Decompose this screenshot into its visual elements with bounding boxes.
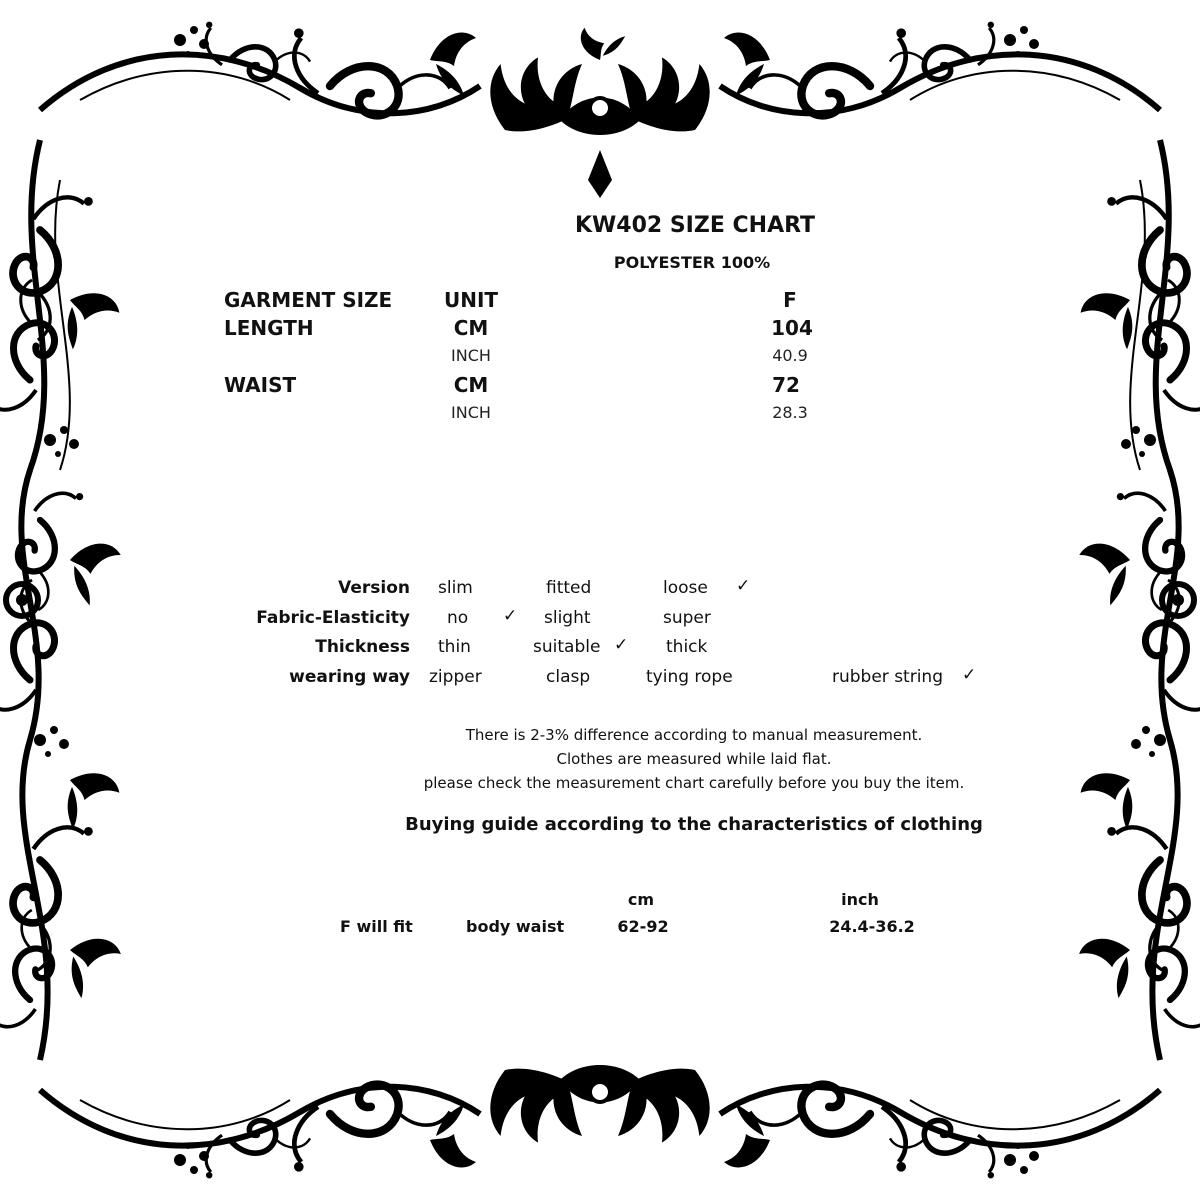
attr-wearing-tying-rope: tying rope bbox=[646, 667, 733, 687]
check-mark-icon: ✓ bbox=[736, 576, 751, 596]
attr-thickness-label: Thickness bbox=[315, 637, 410, 657]
attr-elasticity-super: super bbox=[663, 608, 711, 628]
attr-elasticity-label: Fabric-Elasticity bbox=[256, 608, 410, 628]
guide-col-inch: inch bbox=[841, 890, 879, 909]
header-size-f: F bbox=[783, 288, 797, 312]
note-line-1: There is 2-3% difference according to manual measurement. bbox=[465, 726, 923, 744]
header-unit: UNIT bbox=[444, 288, 499, 312]
note-line-3: please check the measurement chart carefully before you buy the item. bbox=[423, 774, 965, 792]
attr-wearing-zipper: zipper bbox=[429, 667, 482, 687]
header-garment-size: GARMENT SIZE bbox=[224, 288, 393, 312]
attr-wearing-clasp: clasp bbox=[546, 667, 591, 687]
check-mark-icon: ✓ bbox=[614, 635, 629, 655]
row-length-label: LENGTH bbox=[224, 316, 314, 340]
row-waist-value-cm: 72 bbox=[772, 373, 800, 397]
row-waist-label: WAIST bbox=[224, 373, 297, 397]
attr-version-label: Version bbox=[338, 578, 410, 598]
note-line-2: Clothes are measured while laid flat. bbox=[556, 750, 832, 768]
material-label: POLYESTER 100% bbox=[613, 253, 771, 272]
chart-title: KW402 SIZE CHART bbox=[574, 213, 816, 238]
guide-row-inch: 24.4-36.2 bbox=[829, 917, 915, 936]
buying-guide-heading: Buying guide according to the characteristics of clothing bbox=[405, 814, 983, 835]
attr-thickness-thick: thick bbox=[666, 637, 708, 657]
check-mark-icon: ✓ bbox=[962, 665, 977, 685]
guide-col-cm: cm bbox=[627, 890, 655, 909]
guide-row-size: F will fit bbox=[340, 917, 413, 936]
guide-row-measure: body waist bbox=[466, 917, 565, 936]
guide-row-cm: 62-92 bbox=[617, 917, 669, 936]
attr-version-loose: loose bbox=[663, 578, 708, 598]
row-length-value-cm: 104 bbox=[771, 316, 813, 340]
attr-wearing-label: wearing way bbox=[289, 667, 410, 687]
attr-elasticity-no: no bbox=[447, 608, 469, 628]
row-waist-value-inch: 28.3 bbox=[772, 403, 808, 422]
row-waist-unit-inch: INCH bbox=[451, 403, 491, 422]
row-length-unit-inch: INCH bbox=[451, 346, 491, 365]
attr-wearing-rubber-string: rubber string bbox=[832, 667, 943, 687]
attr-thickness-suitable: suitable bbox=[533, 637, 601, 657]
row-length-unit-cm: CM bbox=[453, 316, 489, 340]
attr-version-fitted: fitted bbox=[546, 578, 592, 598]
attr-version-slim: slim bbox=[438, 578, 473, 598]
row-length-value-inch: 40.9 bbox=[772, 346, 808, 365]
row-waist-unit-cm: CM bbox=[453, 373, 489, 397]
check-mark-icon: ✓ bbox=[503, 606, 518, 626]
attr-elasticity-slight: slight bbox=[544, 608, 591, 628]
attr-thickness-thin: thin bbox=[438, 637, 471, 657]
